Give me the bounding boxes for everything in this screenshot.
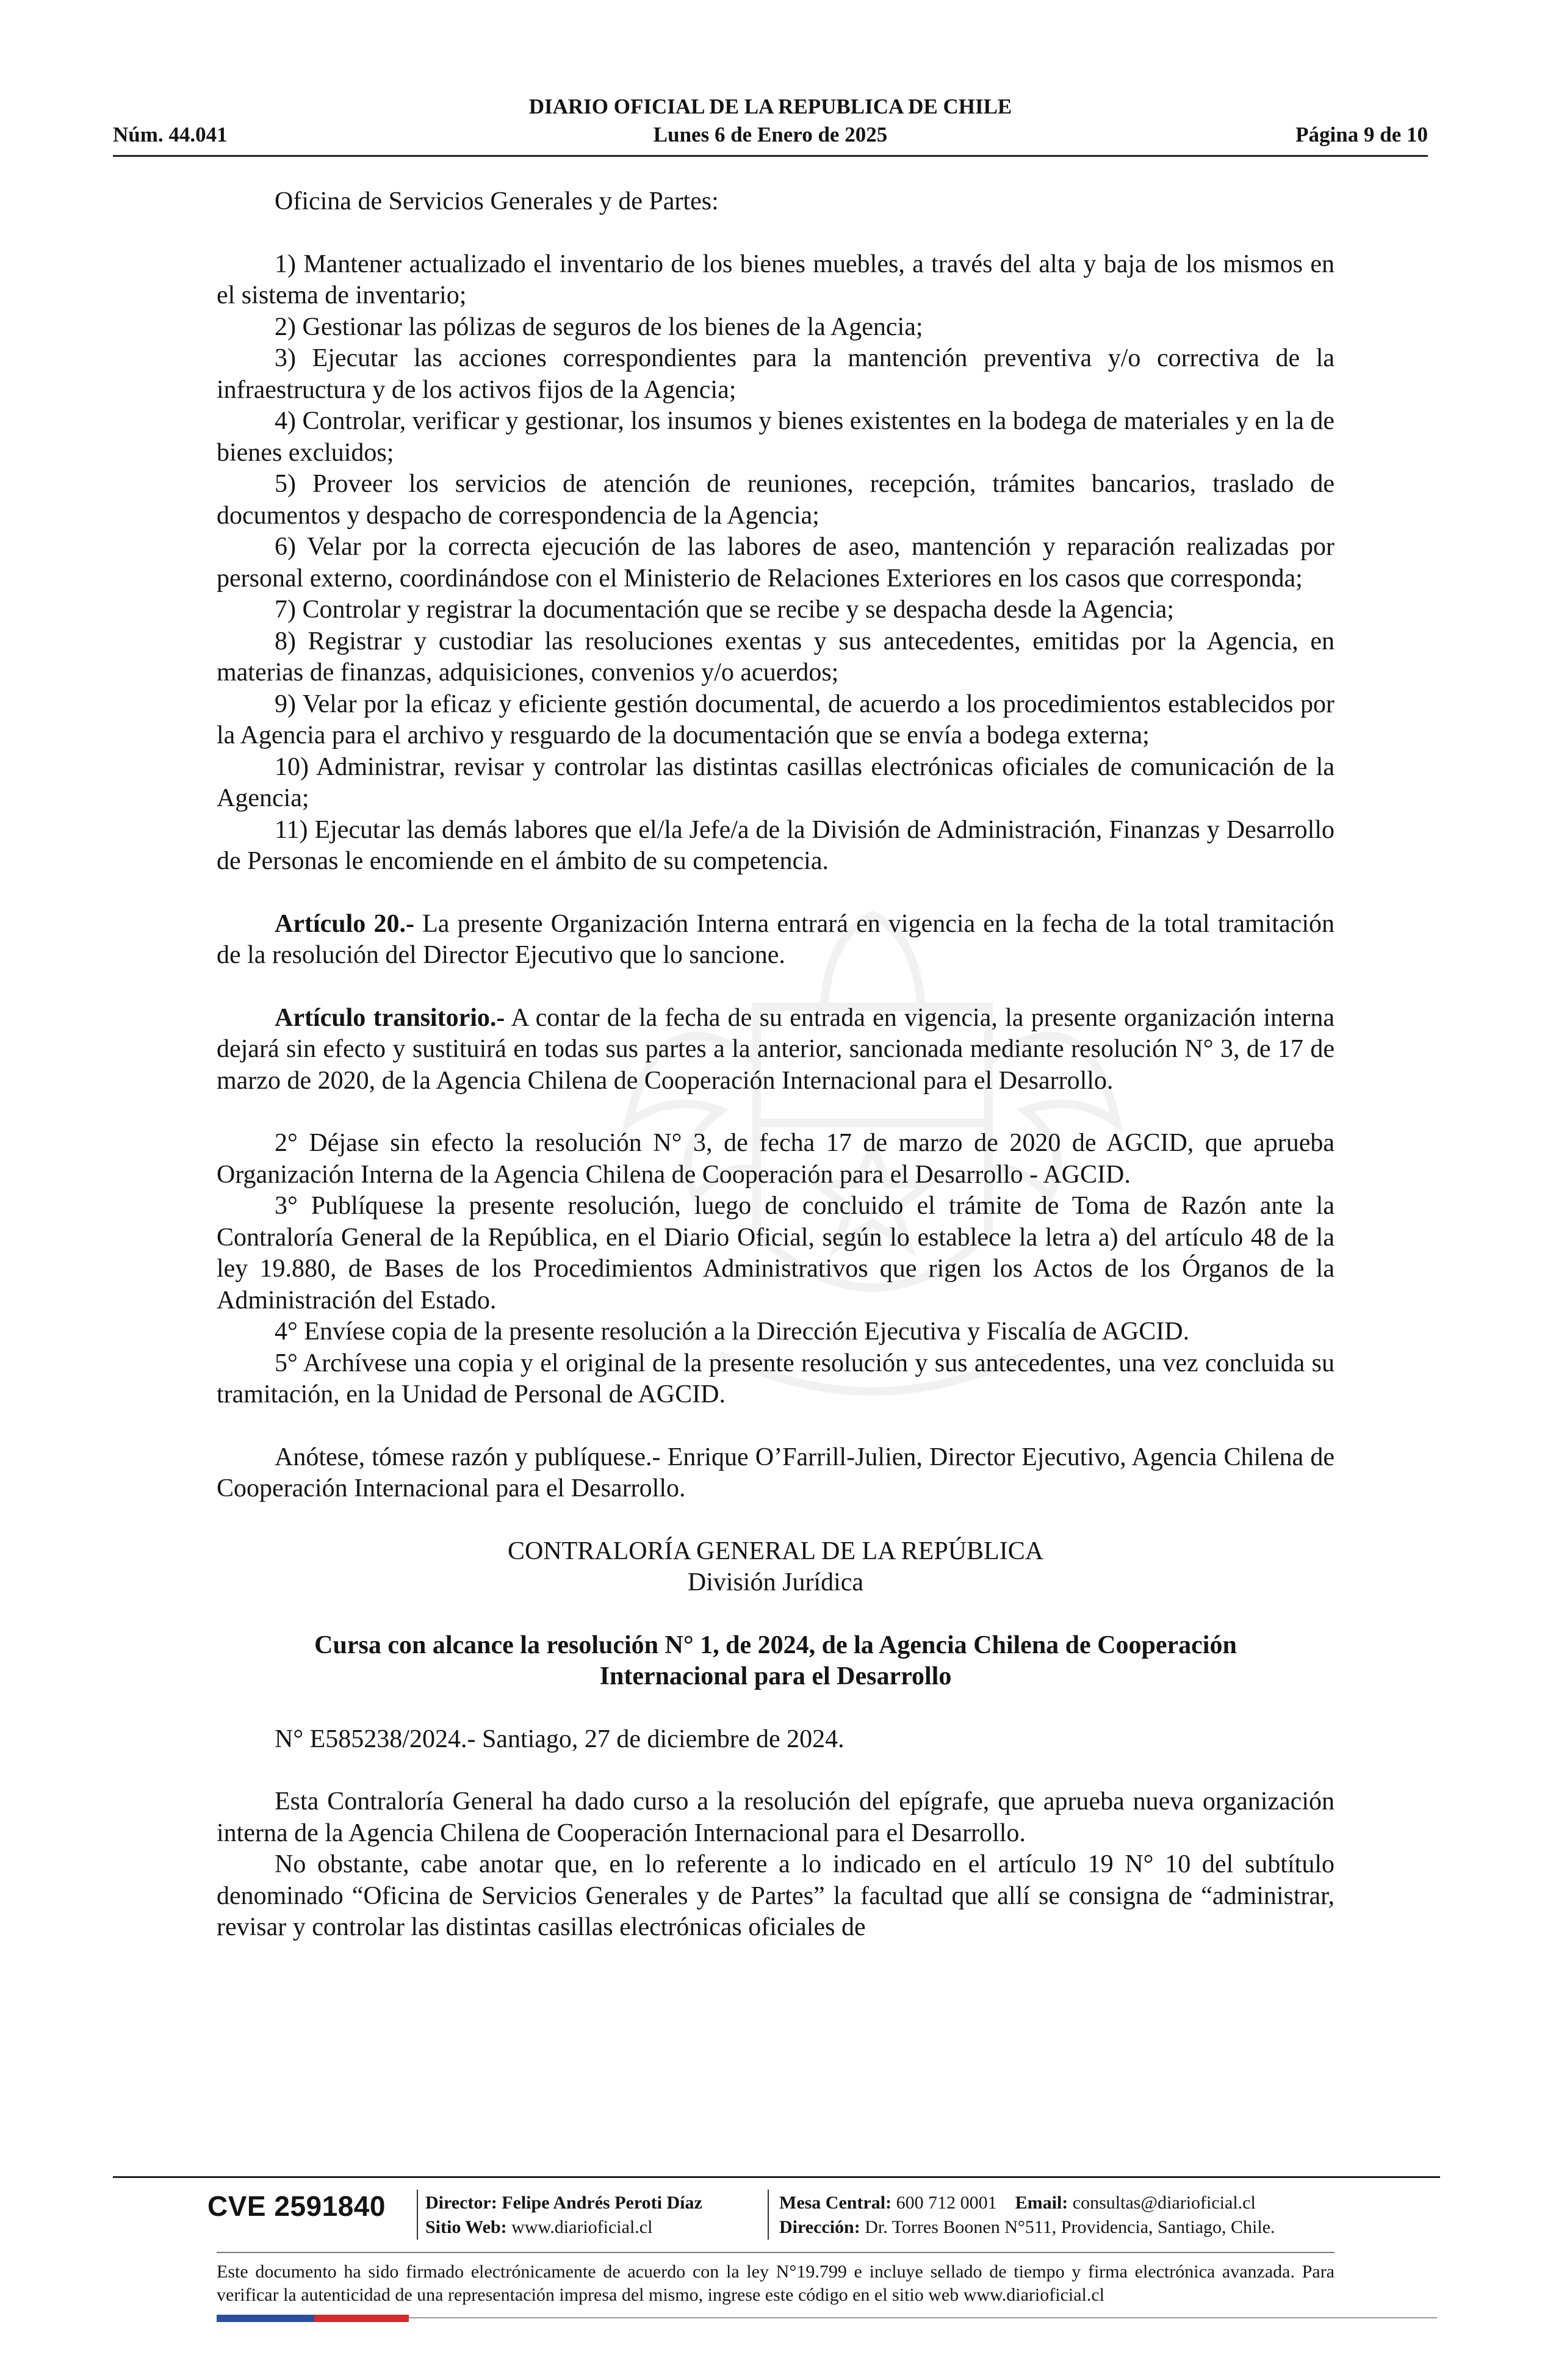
article-transitorio-text: A contar de la fecha de su entrada en vigencia, la presente organización interna dejará sin efecto y sustituirá en todas sus partes a la anterior, sancionada mediante resolución N° 3, de 17 de marzo de 2020, de la Agencia Chilena de Cooperación Internacional para el Desarrollo.: [217, 1003, 1334, 1095]
director-label: Director:: [425, 2193, 497, 2213]
resolve-item: 3° Publíquese la presente resolución, luego de concluido el trámite de Toma de Razón ante la Contraloría General de la República, en el Diario Oficial, según lo establece la letra a) del artículo 48 de la ley 19.880, de Bases de los Procedimientos Administrativos que rigen los Actos de los Órganos de la Administración del Estado.: [217, 1192, 1334, 1314]
function-item: 8) Registrar y custodiar las resoluciones exentas y sus antecedentes, emitidas por la Agencia, en materias de finanzas, adquisiciones, convenios y/o acuerdos;: [217, 627, 1334, 687]
site-label: Sitio Web:: [425, 2217, 507, 2237]
footer-separator: [417, 2190, 418, 2240]
chile-flag-stripe: [217, 2315, 409, 2322]
director-name: Felipe Andrés Peroti Díaz: [502, 2193, 702, 2213]
function-item: 4) Controlar, verificar y gestionar, los insumos y bienes existentes en la bodega de materiales y en la de bienes excluidos;: [217, 407, 1334, 467]
email-label: Email:: [1015, 2193, 1068, 2213]
mesa-label: Mesa Central:: [779, 2193, 892, 2213]
function-item: 7) Controlar y registrar la documentación que se recibe y se despacha desde la Agencia;: [275, 596, 1175, 624]
flag-red-segment: [314, 2315, 409, 2322]
function-item: 10) Administrar, revisar y controlar las distintas casillas electrónicas oficiales de comunicación de la Agencia;: [217, 752, 1334, 812]
article-transitorio-label: Artículo transitorio.-: [275, 1003, 505, 1032]
office-heading: Oficina de Servicios Generales y de Partes:: [275, 187, 719, 215]
address-label: Dirección:: [779, 2217, 860, 2237]
flag-blue-segment: [217, 2315, 314, 2322]
electronic-signature-note: Este documento ha sido firmado electrónicamente de acuerdo con la ley N°19.799 e incluye sellado de tiempo y firma electrónica avanzada. Para verificar la autenticidad de una representación impresa del mismo, ingrese este código en el sitio web www.diarioficial.cl: [217, 2262, 1334, 2305]
footer-contact-block: [779, 2191, 1275, 2240]
newspaper-title: DIARIO OFICIAL DE LA REPUBLICA DE CHILE: [528, 95, 1012, 118]
page-header: [113, 92, 1428, 160]
article-20: [217, 909, 1334, 972]
footer-director-block: [425, 2191, 702, 2240]
resolve-item: 5° Archívese una copia y el original de la presente resolución y sus antecedentes, una vez concluida su tramitación, en la Unidad de Personal de AGCID.: [217, 1349, 1334, 1408]
site-link[interactable]: www.diarioficial.cl: [511, 2217, 653, 2237]
function-item: 1) Mantener actualizado el inventario de los bienes muebles, a través del alta y baja de los mismos en el sistema de inventario;: [217, 250, 1334, 309]
notice-reference: N° E585238/2024.- Santiago, 27 de diciembre de 2024.: [275, 1725, 845, 1753]
issue-date: Lunes 6 de Enero de 2025: [653, 123, 888, 146]
function-item: 2) Gestionar las pólizas de seguros de los bienes de la Agencia;: [275, 312, 923, 341]
footer-rule: [113, 2176, 1440, 2178]
notice-title: Cursa con alcance la resolución N° 1, de 2024, de la Agencia Chilena de Cooperación Internacional para el Desarrollo: [314, 1631, 1237, 1690]
function-item: 6) Velar por la correcta ejecución de las labores de aseo, mantención y reparación realizadas por personal externo, coordinándose con el Ministerio de Relaciones Exteriores en los casos que corresponda;: [217, 533, 1334, 593]
notice-paragraph: No obstante, cabe anotar que, en lo referente a lo indicado en el artículo 19 N° 10 del subtítulo denominado “Oficina de Servicios Generales y de Partes” la facultad que allí se consigna de “administrar, revisar y controlar las distintas casillas electrónicas oficiales de: [217, 1850, 1334, 1941]
signature-paragraph: Anótese, tómese razón y publíquese.- Enrique O’Farrill-Julien, Director Ejecutivo, Agencia Chilena de Cooperación Internacional para el Desarrollo.: [217, 1443, 1334, 1502]
article-20-label: Artículo 20.-: [275, 909, 414, 938]
address-value: Dr. Torres Boonen N°511, Providencia, Santiago, Chile.: [865, 2217, 1275, 2237]
function-item: 3) Ejecutar las acciones correspondientes para la mantención preventiva y/o correctiva de la infraestructura y de los activos fijos de la Agencia;: [217, 344, 1334, 404]
function-item: 11) Ejecutar las demás labores que el/la Jefe/a de la División de Administración, Finanzas y Desarrollo de Personas le encomiende en el ámbito de su competencia.: [217, 815, 1334, 875]
resolve-item: 2° Déjase sin efecto la resolución N° 3, de fecha 17 de marzo de 2020 de AGCID, que aprueba Organización Interna de la Agencia Chilena de Cooperación para el Desarrollo - AGCID.: [217, 1129, 1334, 1189]
footer-note-rule: [217, 2252, 1334, 2253]
section-division: División Jurídica: [687, 1568, 864, 1596]
document-body: [217, 186, 1334, 1944]
section-title: CONTRALORÍA GENERAL DE LA REPÚBLICA: [507, 1537, 1044, 1565]
article-transitorio: [217, 1003, 1334, 1097]
mesa-value: 600 712 0001: [896, 2193, 997, 2213]
function-item: 5) Proveer los servicios de atención de reuniones, recepción, trámites bancarios, traslado de documentos y despacho de correspondencia de la Agencia;: [217, 470, 1334, 530]
cve-code: CVE 2591840: [207, 2190, 386, 2222]
page-number: Página 9 de 10: [1295, 123, 1428, 146]
article-20-text: La presente Organización Interna entrará en vigencia en la fecha de la total tramitación de la resolución del Director Ejecutivo que lo sancione.: [217, 909, 1334, 969]
email-link[interactable]: consultas@diarioficial.cl: [1072, 2193, 1256, 2213]
footer-separator: [768, 2190, 769, 2240]
header-rule: [113, 155, 1428, 157]
notice-paragraph: Esta Contraloría General ha dado curso a la resolución del epígrafe, que aprueba nueva organización interna de la Agencia Chilena de Cooperación Internacional para el Desarrollo.: [217, 1787, 1334, 1847]
issue-number: Núm. 44.041: [113, 123, 228, 146]
resolve-item: 4° Envíese copia de la presente resolución a la Dirección Ejecutiva y Fiscalía de AGCID.: [275, 1318, 1190, 1346]
function-item: 9) Velar por la eficaz y eficiente gestión documental, de acuerdo a los procedimientos establecidos por la Agencia para el archivo y resguardo de la documentación que se envía a bodega externa;: [217, 690, 1334, 749]
